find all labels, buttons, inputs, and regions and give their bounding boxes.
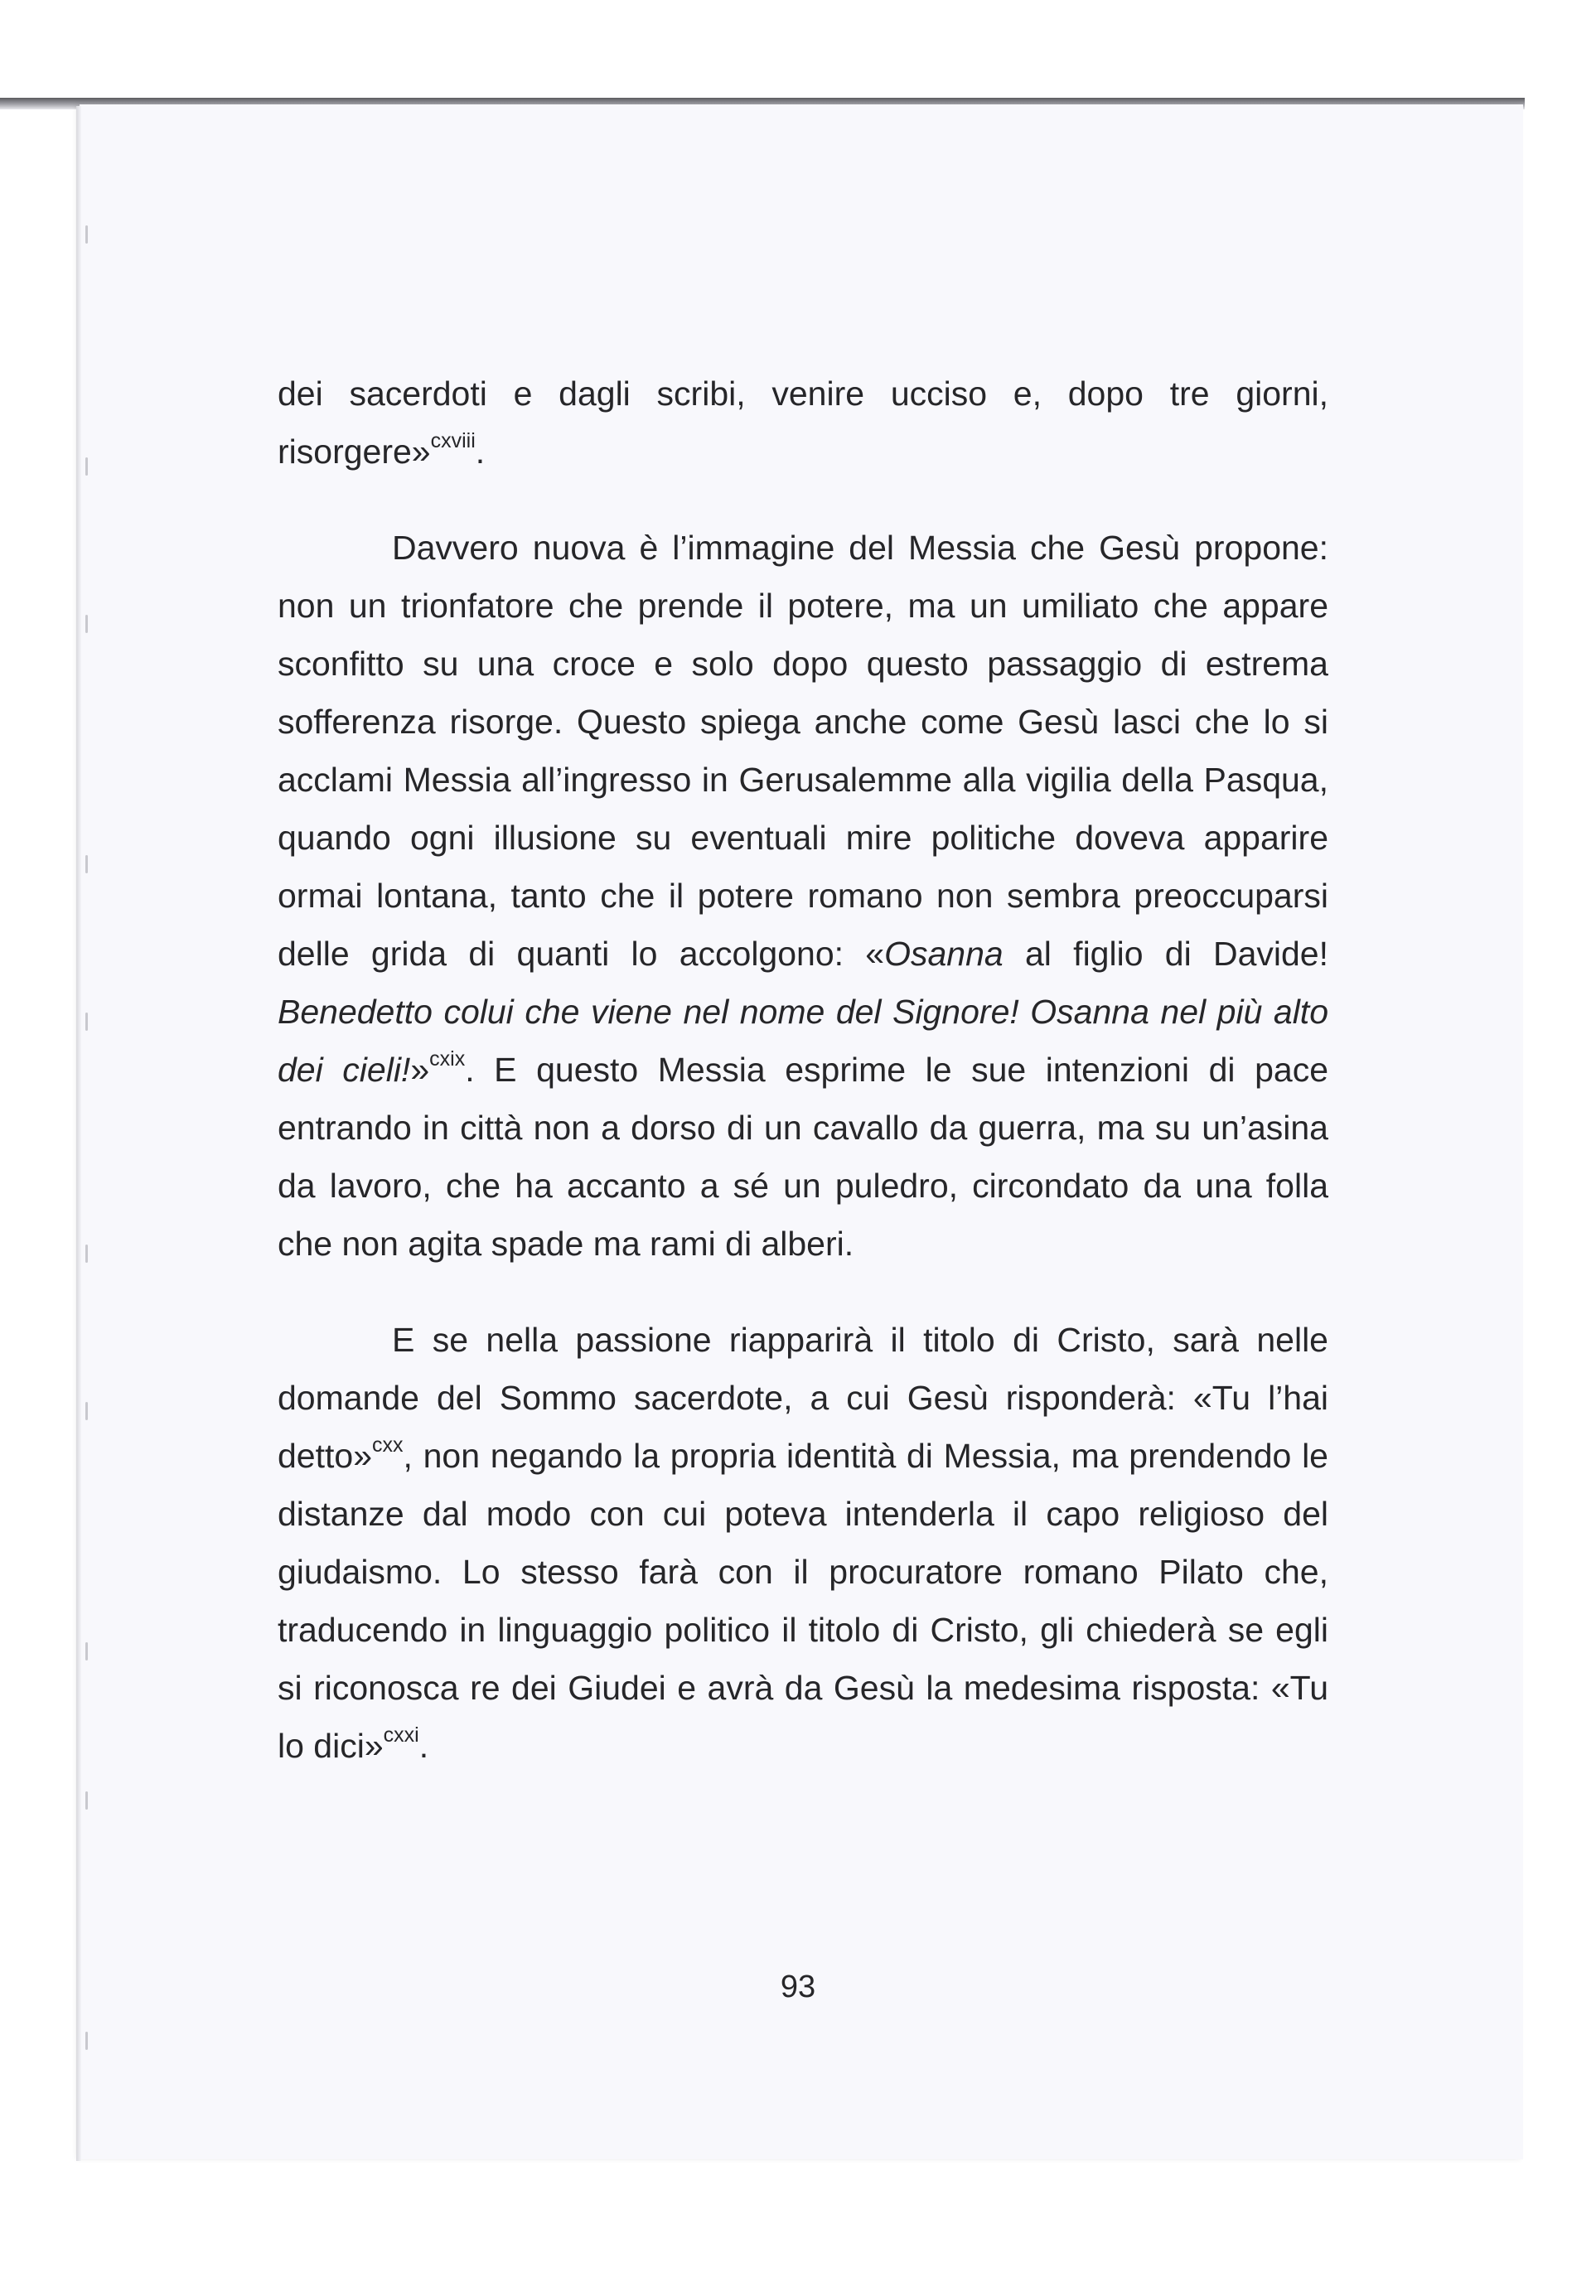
footnote-reference: cxviii — [430, 429, 476, 453]
paragraph-text: dei sacerdoti e dagli scribi, venire ucciso e, dopo tre giorni, risorgere» — [278, 375, 1328, 471]
binding-stitch — [81, 1642, 93, 1660]
binding-stitch — [81, 2032, 93, 2050]
binding-stitch — [81, 1791, 93, 1810]
binding-stitch — [81, 855, 93, 873]
binding-stitch — [81, 1245, 93, 1263]
paragraph — [278, 519, 1328, 1273]
paragraph-text: Davvero nuova è l’immagine del Messia che Gesù propone: non un trionfatore che prende il potere, ma un umiliato che appare sconfitto su una croce e solo dopo questo passaggio di estrema sofferenza risorge. Questo spiega anche come Gesù lasci che lo si acclami Messia all’ingresso in Gerusalemme alla vigilia della Pasqua, quando ogni illusione su eventuali mire politiche doveva apparire ormai lontana, tanto che il potere romano non sembra preoccuparsi delle grida di quanti lo accolgono: « — [278, 529, 1328, 973]
footnote-reference: cxix — [429, 1047, 466, 1071]
paragraph-text: . — [475, 433, 486, 471]
footnote-reference: cxx — [372, 1433, 404, 1457]
page-binding-edge — [76, 106, 81, 2161]
paragraph-text: » — [410, 1051, 430, 1089]
binding-stitch — [81, 1402, 93, 1420]
quoted-text-italic: Benedetto colui che viene nel nome del Signore! Osanna nel più alto dei cieli! — [278, 993, 1328, 1089]
binding-stitch — [81, 615, 93, 633]
page-number: 93 — [780, 1970, 816, 2004]
body-text — [278, 365, 1328, 1775]
paragraph-text: . E questo Messia esprime le sue intenzioni di pace entrando in città non a dorso di un cavallo da guerra, ma su un’asina da lavoro, che ha accanto a sé un puledro, circondato da una folla che non agita spade ma rami di alberi. — [278, 1051, 1329, 1263]
paragraph-text: E se nella passione riapparirà il titolo di Cristo, sarà nelle domande del Sommo sacerdote, a cui Gesù risponderà: «Tu l’hai detto» — [278, 1321, 1328, 1475]
binding-stitch — [81, 225, 93, 244]
paragraph-text: . — [418, 1727, 429, 1765]
quoted-text-italic: Osanna — [884, 935, 1004, 973]
binding-stitch — [81, 1013, 93, 1031]
paragraph — [278, 365, 1328, 481]
paragraph-text: al figlio di Davide! — [1003, 935, 1328, 973]
binding-stitch — [81, 457, 93, 476]
paragraph-text: , non negando la propria identità di Messia, ma prendendo le distanze dal modo con cui poteva intenderla il capo religioso del giudaismo. Lo stesso farà con il procuratore romano Pilato che, traducendo in linguaggio politico il titolo di Cristo, gli chiederà se egli si riconosca re dei Giudei e avrà da Gesù la medesima risposta: «Tu lo dici» — [278, 1437, 1328, 1765]
paragraph — [278, 1311, 1328, 1775]
footnote-reference: cxxi — [383, 1723, 419, 1747]
